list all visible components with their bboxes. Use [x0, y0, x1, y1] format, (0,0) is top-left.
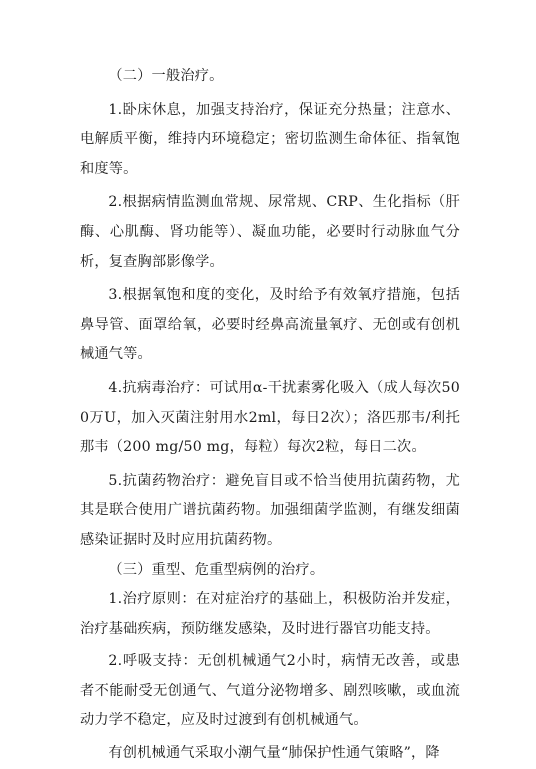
general-item-4: 4.抗病毒治疗：可试用α-干扰素雾化吸入（成人每次500万U，加入灭菌注射用水2ml，每日2次）；洛匹那韦/利托那韦（200 mg/50 mg，每粒）每次2粒，每日二次。 — [80, 379, 460, 456]
general-item-2: 2.根据病情监测血常规、尿常规、CRP、生化指标（肝酶、心肌酶、肾功能等）、凝血功能，必要时行动脉血气分析，复查胸部影像学。 — [80, 194, 460, 270]
severe-item-2: 2.呼吸支持：无创机械通气2小时，病情无改善，或患者不能耐受无创通气、气道分泌物增多、剧烈咳嗽，或血流动力学不稳定，应及时过渡到有创机械通气。 — [80, 653, 460, 729]
severe-item-3: 有创机械通气采取小潮气量“肺保护性通气策略”，降 — [108, 745, 440, 762]
section-heading-severe-treatment: （三）重型、危重型病例的治疗。 — [108, 561, 325, 578]
general-item-5: 5.抗菌药物治疗：避免盲目或不恰当使用抗菌药物，尤其是联合使用广谱抗菌药物。加强细菌学监测，有继发细菌感染证据时及时应用抗菌药物。 — [80, 472, 460, 548]
section-heading-general-treatment: （二）一般治疗。 — [108, 68, 224, 84]
severe-item-1: 1.治疗原则：在对症治疗的基础上，积极防治并发症，治疗基础疾病，预防继发感染，及时进行器官功能支持。 — [80, 591, 460, 637]
general-item-1: 1.卧床休息，加强支持治疗，保证充分热量；注意水、电解质平衡，维持内环境稳定；密切监测生命体征、指氧饱和度等。 — [80, 101, 460, 177]
document-body — [80, 62, 460, 769]
general-item-3: 3.根据氧饱和度的变化，及时给予有效氧疗措施，包括鼻导管、面罩给氧，必要时经鼻高流量氧疗、无创或有创机械通气等。 — [80, 287, 460, 363]
